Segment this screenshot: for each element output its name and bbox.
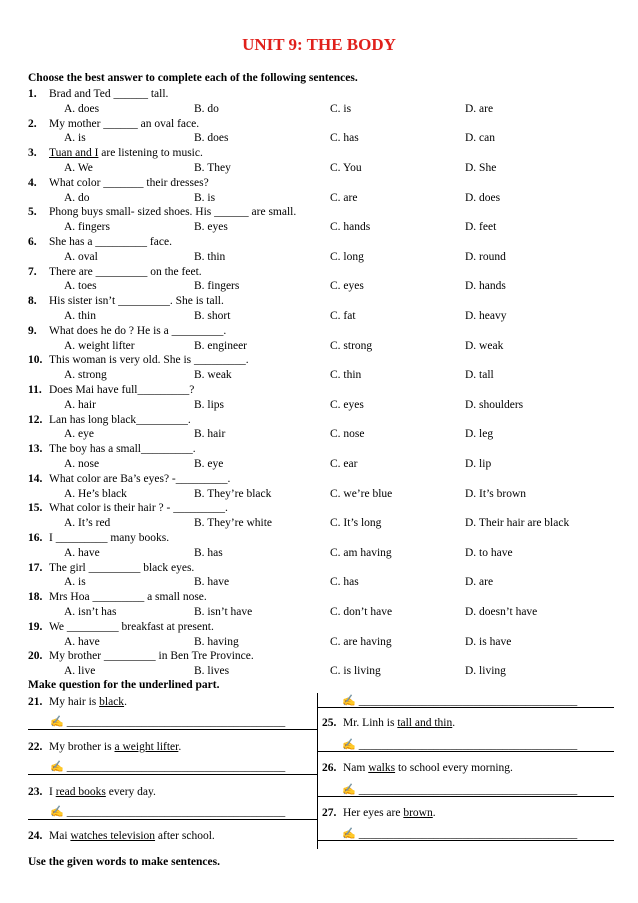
answer-option: B. thin bbox=[194, 250, 226, 263]
item-number: 21. bbox=[28, 696, 43, 708]
answer-options bbox=[28, 339, 618, 354]
question-stem bbox=[28, 531, 618, 546]
answer-options bbox=[28, 546, 618, 561]
question-number: 18. bbox=[28, 591, 43, 604]
answer-options bbox=[28, 575, 618, 590]
answer-option: A. He’s black bbox=[64, 487, 127, 500]
question-number: 16. bbox=[28, 532, 43, 544]
item-text: Her eyes are bbox=[343, 807, 404, 819]
question-number: 15. bbox=[28, 502, 43, 515]
answer-option: B. isn’t have bbox=[194, 606, 253, 618]
question-text: There are _________ on the feet. bbox=[49, 265, 202, 278]
answer-blank[interactable]: ______________________________________ bbox=[358, 739, 578, 751]
answer-options bbox=[28, 427, 618, 442]
question-stem bbox=[28, 235, 618, 250]
answer-options bbox=[28, 279, 618, 294]
question-text: She has a _________ face. bbox=[49, 236, 172, 248]
answer-option: A. hair bbox=[64, 398, 96, 411]
underlined-questions-table bbox=[28, 693, 614, 853]
question-text: Mrs Hoa _________ a small nose. bbox=[49, 591, 207, 604]
pen-icon: ✍ bbox=[342, 695, 356, 707]
answer-options bbox=[28, 516, 618, 531]
question-text: I _________ many books. bbox=[49, 532, 170, 544]
answer-option: D. weak bbox=[465, 339, 504, 352]
question-stem bbox=[28, 590, 618, 605]
question-number: 11. bbox=[28, 384, 42, 396]
answer-option: A. isn’t has bbox=[64, 606, 117, 618]
answer-option: A. live bbox=[64, 665, 96, 678]
question-number: 4. bbox=[28, 176, 37, 189]
answer-option: D. does bbox=[465, 191, 501, 204]
answer-option: D. living bbox=[465, 665, 506, 678]
answer-option: D. are bbox=[465, 576, 494, 589]
question-text: What color is their hair ? - _________. bbox=[49, 502, 228, 515]
question-number: 14. bbox=[28, 472, 43, 485]
transform-item bbox=[28, 785, 156, 800]
pen-icon: ✍ bbox=[50, 806, 64, 818]
question-text: My mother ______ an oval face. bbox=[49, 117, 200, 130]
underlined-part: a weight lifter bbox=[114, 741, 179, 753]
answer-option: B. short bbox=[194, 310, 231, 322]
answer-option: A. It’s red bbox=[64, 517, 111, 530]
answer-option: A. strong bbox=[64, 369, 107, 382]
answer-option: C. am having bbox=[330, 546, 392, 559]
answer-option: A. is bbox=[64, 576, 86, 589]
answer-option: C. nose bbox=[330, 428, 365, 441]
question-number: 8. bbox=[28, 295, 37, 308]
item-text-rest: . bbox=[178, 741, 182, 753]
transform-item bbox=[322, 761, 513, 776]
underlined-part: watches television bbox=[70, 830, 156, 842]
answer-option: D. feet bbox=[465, 221, 497, 234]
answer-option: D. Their hair are black bbox=[465, 517, 570, 530]
answer-option: C. ear bbox=[330, 458, 358, 470]
pen-icon: ✍ bbox=[342, 828, 356, 840]
question-text: My brother _________ in Ben Tre Province. bbox=[49, 650, 254, 663]
section1-instruction: Choose the best answer to complete each of the following sentences. bbox=[28, 72, 358, 84]
question-text: What does he do ? He is a _________. bbox=[49, 324, 227, 337]
answer-option: C. is bbox=[330, 102, 352, 115]
question-stem bbox=[28, 561, 618, 576]
underlined-part: tall and thin bbox=[397, 717, 453, 729]
question-text bbox=[49, 146, 203, 161]
question-text: The boy has a small_________. bbox=[49, 443, 196, 456]
answer-option: D. It’s brown bbox=[465, 487, 527, 500]
item-number: 23. bbox=[28, 786, 43, 798]
answer-blank[interactable]: ______________________________________ bbox=[358, 784, 578, 796]
item-text: Mr. Linh is bbox=[343, 717, 398, 729]
item-text: I bbox=[49, 786, 56, 798]
answer-option: A. does bbox=[64, 102, 100, 115]
answer-option: C. strong bbox=[330, 339, 373, 352]
question-stem bbox=[28, 324, 618, 339]
answer-option: B. eye bbox=[194, 458, 224, 470]
answer-option: B. has bbox=[194, 546, 223, 559]
answer-options bbox=[28, 250, 618, 265]
underlined-part: walks bbox=[368, 762, 396, 774]
answer-option: B. weak bbox=[194, 369, 232, 382]
answer-option: A. is bbox=[64, 132, 86, 145]
question-stem bbox=[28, 176, 618, 191]
answer-options bbox=[28, 487, 618, 502]
answer-option: D. She bbox=[465, 162, 497, 174]
question-number: 1. bbox=[28, 88, 37, 100]
answer-options bbox=[28, 220, 618, 235]
question-number: 13. bbox=[28, 443, 43, 456]
answer-options bbox=[28, 102, 618, 117]
question-text: This woman is very old. She is _________. bbox=[49, 354, 249, 367]
section2-instruction: Make question for the underlined part. bbox=[28, 679, 220, 691]
item-text-rest: . bbox=[452, 717, 456, 729]
question-text: His sister isn’t _________. She is tall. bbox=[49, 295, 224, 308]
answer-option: C. eyes bbox=[330, 398, 364, 411]
answer-option: B. does bbox=[194, 132, 229, 145]
answer-option: D. doesn’t have bbox=[465, 606, 538, 618]
transform-item bbox=[322, 806, 436, 821]
answer-option: B. hair bbox=[194, 428, 226, 441]
question-stem bbox=[28, 117, 618, 132]
answer-blank[interactable]: ______________________________________ bbox=[358, 695, 578, 707]
question-text: What color _______ their dresses? bbox=[49, 176, 209, 189]
answer-option: B. They bbox=[194, 162, 231, 174]
answer-option: A. nose bbox=[64, 458, 100, 470]
answer-blank[interactable]: ______________________________________ bbox=[358, 828, 578, 840]
section3-instruction: Use the given words to make sentences. bbox=[28, 856, 220, 868]
answer-option: B. is bbox=[194, 191, 216, 204]
answer-blank[interactable]: ______________________________________ bbox=[66, 806, 286, 818]
item-text-rest: to school every morning. bbox=[395, 762, 513, 774]
item-number: 22. bbox=[28, 741, 43, 753]
question-number: 6. bbox=[28, 236, 37, 248]
answer-line[interactable] bbox=[342, 738, 577, 753]
answer-option: C. has bbox=[330, 576, 359, 589]
answer-option: B. They’re black bbox=[194, 487, 272, 500]
answer-option: B. engineer bbox=[194, 339, 248, 352]
item-text: My hair is bbox=[49, 696, 100, 708]
item-text-rest: . bbox=[432, 807, 436, 819]
item-text-rest: every day. bbox=[105, 786, 156, 798]
answer-option: A. do bbox=[64, 191, 90, 204]
answer-options bbox=[28, 457, 618, 472]
question-stem bbox=[28, 353, 618, 368]
question-stem bbox=[28, 265, 618, 280]
underlined-part: black bbox=[99, 696, 125, 708]
answer-options bbox=[28, 161, 618, 176]
answer-options bbox=[28, 635, 618, 650]
answer-line[interactable] bbox=[50, 715, 285, 730]
transform-item bbox=[322, 716, 455, 731]
answer-option: B. lives bbox=[194, 665, 230, 678]
answer-option: D. round bbox=[465, 250, 506, 263]
question-text: Brad and Ted ______ tall. bbox=[49, 88, 169, 100]
answer-option: D. lip bbox=[465, 458, 492, 470]
transform-item bbox=[28, 829, 215, 844]
answer-option: A. have bbox=[64, 546, 100, 559]
answer-option: D. is have bbox=[465, 635, 512, 648]
question-stem bbox=[28, 649, 618, 664]
answer-blank[interactable]: ______________________________________ bbox=[66, 761, 286, 773]
answer-option: D. to have bbox=[465, 546, 513, 559]
answer-options bbox=[28, 368, 618, 383]
answer-line[interactable] bbox=[50, 760, 285, 775]
question-stem bbox=[28, 383, 618, 398]
answer-line[interactable] bbox=[342, 827, 577, 842]
answer-option: D. are bbox=[465, 102, 494, 115]
answer-option: B. fingers bbox=[194, 280, 240, 293]
answer-option: A. thin bbox=[64, 310, 96, 322]
question-stem bbox=[28, 294, 618, 309]
question-number: 19. bbox=[28, 620, 43, 633]
question-stem bbox=[28, 413, 618, 428]
answer-option: D. leg bbox=[465, 428, 494, 441]
question-number: 9. bbox=[28, 324, 37, 337]
question-number: 7. bbox=[28, 265, 37, 278]
answer-option: B. lips bbox=[194, 398, 225, 411]
answer-option: C. don’t have bbox=[330, 606, 393, 618]
answer-line[interactable] bbox=[342, 694, 577, 709]
answer-option: C. are bbox=[330, 191, 358, 204]
answer-options bbox=[28, 664, 618, 679]
question-stem bbox=[28, 87, 618, 102]
answer-option: C. are having bbox=[330, 635, 392, 648]
question-stem bbox=[28, 442, 618, 457]
answer-option: C. It’s long bbox=[330, 517, 382, 530]
answer-option: C. long bbox=[330, 250, 364, 263]
question-text: The girl _________ black eyes. bbox=[49, 561, 195, 574]
question-text: Phong buys small- sized shoes. His ______ are small. bbox=[49, 206, 297, 219]
item-number: 24. bbox=[28, 830, 43, 842]
pen-icon: ✍ bbox=[50, 716, 64, 728]
item-text-rest: . bbox=[124, 696, 127, 708]
answer-option: A. We bbox=[64, 162, 93, 174]
answer-option: B. having bbox=[194, 635, 239, 648]
answer-options bbox=[28, 131, 618, 146]
answer-option: A. oval bbox=[64, 250, 98, 263]
answer-options bbox=[28, 309, 618, 324]
answer-option: D. can bbox=[465, 132, 496, 145]
answer-option: D. hands bbox=[465, 280, 506, 293]
answer-option: A. have bbox=[64, 635, 100, 648]
answer-option: B. have bbox=[194, 576, 230, 589]
question-number: 12. bbox=[28, 413, 43, 426]
answer-line[interactable] bbox=[50, 805, 285, 820]
answer-option: A. toes bbox=[64, 280, 97, 293]
question-number: 2. bbox=[28, 117, 37, 130]
answer-options bbox=[28, 191, 618, 206]
answer-options bbox=[28, 398, 618, 413]
transform-item bbox=[28, 695, 127, 710]
answer-blank[interactable]: ______________________________________ bbox=[66, 716, 286, 728]
item-number: 26. bbox=[322, 762, 337, 774]
answer-option: B. eyes bbox=[194, 221, 228, 234]
answer-option: C. You bbox=[330, 162, 362, 174]
answer-option: A. fingers bbox=[64, 221, 110, 234]
question-text: What color are Ba’s eyes? -_________. bbox=[49, 472, 231, 485]
answer-option: D. tall bbox=[465, 369, 494, 382]
answer-option: C. hands bbox=[330, 221, 371, 234]
answer-option: B. They’re white bbox=[194, 517, 273, 530]
page-title: UNIT 9: THE BODY bbox=[242, 35, 396, 54]
answer-option: A. eye bbox=[64, 428, 95, 441]
question-text: Does Mai have full_________? bbox=[49, 384, 195, 396]
answer-option: B. do bbox=[194, 102, 219, 115]
answer-option: C. eyes bbox=[330, 280, 364, 293]
underlined-part: Tuan and I bbox=[49, 147, 99, 160]
answer-option: A. weight lifter bbox=[64, 339, 135, 352]
item-text: My brother is bbox=[49, 741, 115, 753]
item-text: Mai bbox=[49, 830, 71, 842]
answer-option: C. we’re blue bbox=[330, 487, 393, 500]
question-stem bbox=[28, 472, 618, 487]
answer-option: D. shoulders bbox=[465, 398, 524, 411]
question-number: 3. bbox=[28, 147, 37, 160]
item-number: 25. bbox=[322, 717, 337, 729]
question-text: Lan has long black_________. bbox=[49, 413, 191, 426]
transform-item bbox=[28, 740, 181, 755]
question-text: We _________ breakfast at present. bbox=[49, 620, 214, 633]
question-text-rest: are listening to music. bbox=[98, 147, 203, 160]
underlined-part: brown bbox=[403, 807, 433, 819]
answer-option: D. heavy bbox=[465, 310, 507, 322]
question-number: 20. bbox=[28, 650, 43, 663]
answer-options bbox=[28, 605, 618, 620]
column-divider bbox=[317, 693, 318, 849]
pen-icon: ✍ bbox=[50, 761, 64, 773]
answer-option: C. is living bbox=[330, 665, 381, 678]
underlined-part: read books bbox=[55, 786, 106, 798]
answer-option: C. thin bbox=[330, 369, 362, 382]
question-stem bbox=[28, 620, 618, 635]
pen-icon: ✍ bbox=[342, 739, 356, 751]
item-text: Nam bbox=[343, 762, 369, 774]
question-stem bbox=[28, 501, 618, 516]
answer-option: C. has bbox=[330, 132, 359, 145]
item-text-rest: after school. bbox=[155, 830, 215, 842]
item-number: 27. bbox=[322, 807, 337, 819]
question-stem bbox=[28, 146, 618, 161]
question-stem bbox=[28, 205, 618, 220]
answer-line[interactable] bbox=[342, 783, 577, 798]
question-number: 10. bbox=[28, 354, 43, 367]
pen-icon: ✍ bbox=[342, 784, 356, 796]
question-number: 17. bbox=[28, 561, 43, 574]
question-number: 5. bbox=[28, 206, 37, 219]
answer-option: C. fat bbox=[330, 310, 356, 322]
